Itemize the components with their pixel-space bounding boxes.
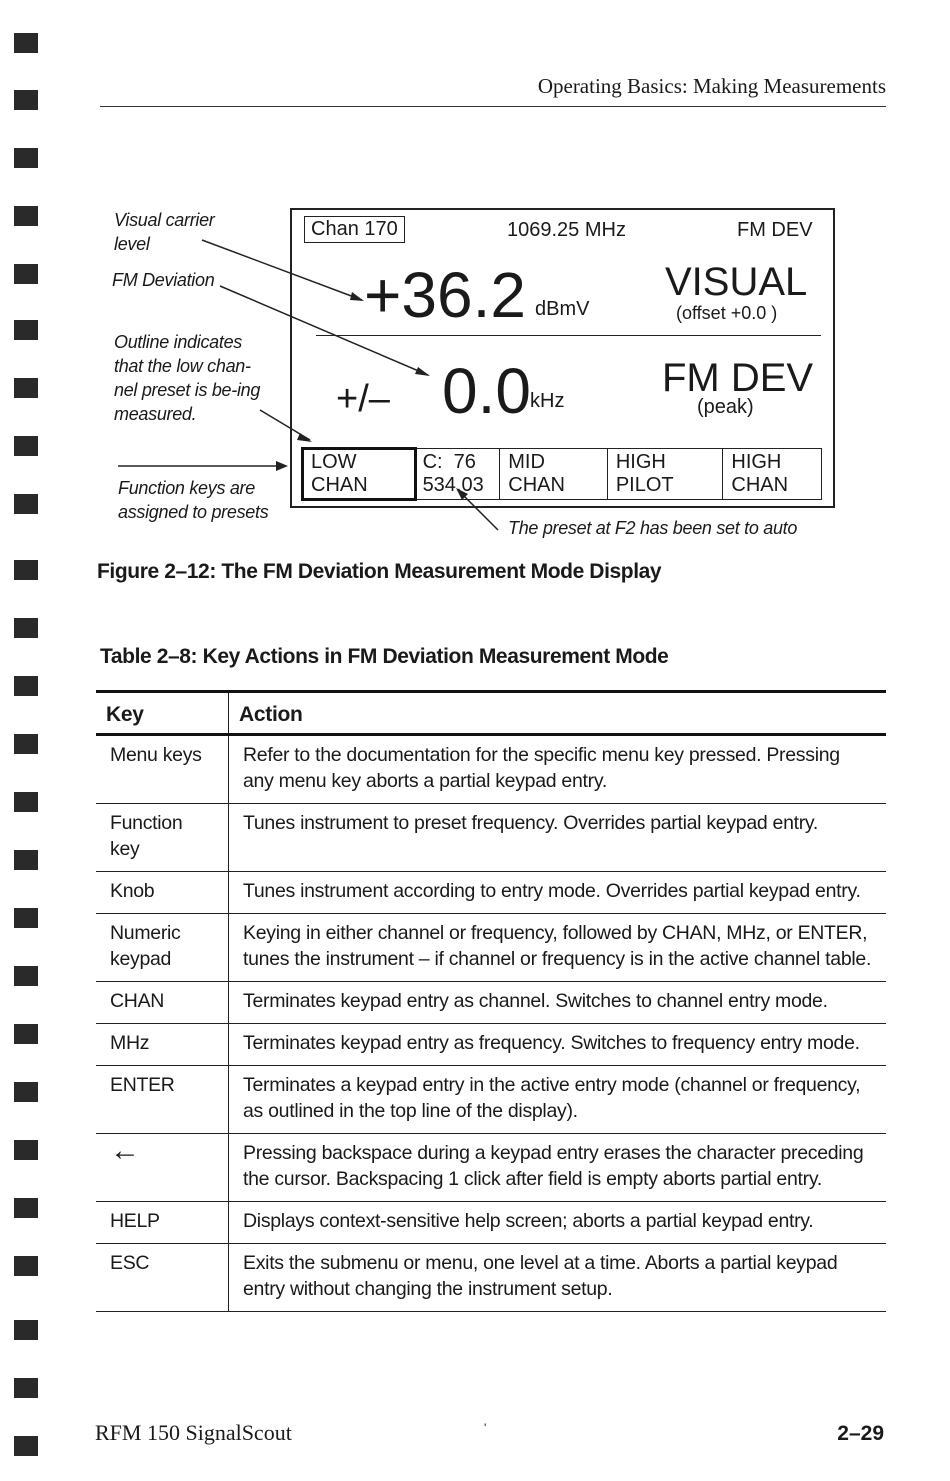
action-cell: Pressing backspace during a keypad entry erases the character preceding the cursor. Backspacing 1 click after field is empty aborts partial entry. [229,1134,887,1202]
table-row [96,1134,886,1202]
function-key-2[interactable]: C: 76 534.03 [415,449,501,499]
function-key-4[interactable]: HIGH PILOT [608,449,724,499]
table-row [96,804,886,872]
action-cell: Terminates keypad entry as frequency. Switches to frequency entry mode. [229,1024,887,1066]
table-row [96,1202,886,1244]
mode-readout: FM DEV [737,219,813,241]
function-key-row [302,448,822,500]
table-row [96,1024,886,1066]
instrument-screen [290,208,835,508]
visual-label: VISUAL [665,260,808,304]
action-cell: Terminates keypad entry as channel. Switches to channel entry mode. [229,982,887,1024]
header-key: Key [96,692,229,735]
screen-divider [316,335,821,336]
table-row [96,1066,886,1134]
binding-tab-strip [0,0,60,1481]
key-cell [96,872,229,914]
annotation-preset-auto: The preset at F2 has been set to auto [508,518,798,538]
key-cell [96,735,229,804]
figure-fm-deviation-display [100,200,860,555]
key-label: MHz [110,1032,150,1054]
annotation-visual-carrier: Visual carrier level [114,210,215,254]
key-label: ESC [110,1252,150,1274]
table-row [96,1244,886,1312]
function-key-1[interactable]: LOW CHAN [303,449,415,499]
key-cell [96,1134,229,1202]
key-cell [96,1066,229,1134]
key-cell [96,804,229,872]
action-cell: Keying in either channel or frequency, followed by CHAN, MHz, or ENTER, tunes the instrument – if channel or frequency is in the active channel table. [229,914,887,982]
action-cell: Exits the submenu or menu, one level at a time. Aborts a partial keypad entry without changing the instrument setup. [229,1244,887,1312]
key-cell [96,1202,229,1244]
table-row [96,982,886,1024]
action-cell: Tunes instrument according to entry mode. Overrides partial keypad entry. [229,872,887,914]
deviation-prefix: +/– [336,378,390,420]
annotation-function-keys: Function keys are assigned to presets [118,478,269,522]
action-cell: Terminates a keypad entry in the active entry mode (channel or frequency, as outlined in the top line of the display). [229,1066,887,1134]
key-label: ENTER [110,1074,175,1096]
function-key-5[interactable]: HIGH CHAN [731,451,789,496]
channel-indicator: Chan 170 [304,216,405,243]
center-mark: ' [484,1421,487,1435]
key-label: Function key [110,812,183,860]
function-key-3[interactable]: MID CHAN [500,449,608,499]
action-cell: Refer to the documentation for the specific menu key pressed. Pressing any menu key aborts a partial keypad entry. [229,735,887,804]
frequency-readout: 1069.25 MHz [507,219,626,241]
backspace-arrow-icon: ← [110,1134,140,1167]
key-cell [96,914,229,982]
deviation-unit: kHz [530,390,565,412]
table-row [96,872,886,914]
manual-title: RFM 150 SignalScout [95,1420,292,1445]
key-label: HELP [110,1210,160,1232]
fmdev-label: FM DEV [662,356,814,400]
level-unit: dBmV [535,298,590,320]
level-value: +36.2 [364,259,526,331]
page-number: 2–29 [837,1422,884,1445]
header-action: Action [229,692,887,735]
figure-caption: Figure 2–12: The FM Deviation Measurement Mode Display [97,560,662,583]
table-caption: Table 2–8: Key Actions in FM Deviation Measurement Mode [100,645,669,668]
fmdev-sublabel: (peak) [697,396,754,418]
visual-offset: (offset +0.0 ) [676,303,778,323]
key-label: Menu keys [110,744,202,766]
key-label: Knob [110,880,155,902]
action-cell: Displays context-sensitive help screen; aborts a partial keypad entry. [229,1202,887,1244]
key-cell [96,982,229,1024]
key-label: Numeric keypad [110,922,181,970]
annotation-outline-note: Outline indicates that the low chan-nel preset is be-ing measured. [114,332,261,424]
table-header-row [96,692,886,735]
key-cell [96,1244,229,1312]
key-cell [96,1024,229,1066]
key-label: CHAN [110,990,165,1012]
key-actions-table [96,690,886,1312]
table-row [96,735,886,804]
table-row [96,914,886,982]
running-head: Operating Basics: Making Measurements [100,74,886,107]
deviation-value: 0.0 [442,355,531,427]
action-cell: Tunes instrument to preset frequency. Overrides partial keypad entry. [229,804,887,872]
annotation-fm-deviation: FM Deviation [112,270,215,290]
